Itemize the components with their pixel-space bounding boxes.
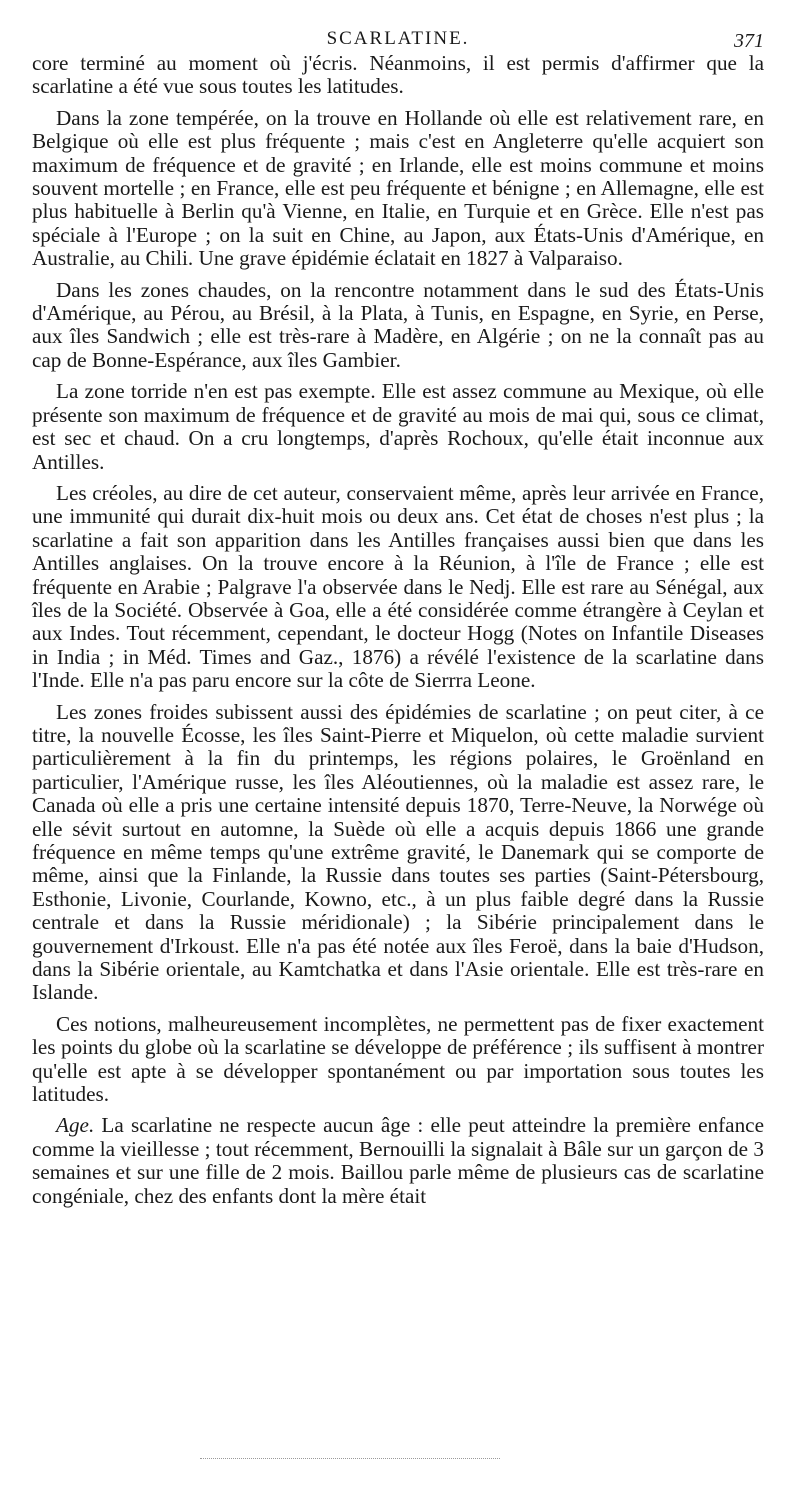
paragraph-notions: Ces notions, malheureusement incomplètes, ne permettent pas de fixer exactement les points du globe où la scarlatine se développe de préférence ; ils suffisent à montrer qu'elle est apte à se développer spontanément ou par importation sous toutes les latitudes. bbox=[32, 1011, 764, 1107]
text-body bbox=[32, 52, 764, 1208]
paragraph-temperate-zone: Dans la zone tempérée, on la trouve en Hollande où elle est relativement rare, en Belgique où elle est plus fréquente ; mais c'est en Angleterre qu'elle acquiert son maximum de fréquence et de gravité ; en Irlande, elle est moins commune et moins souvent mortelle ; en France, elle est peu fréquente et bénigne ; en Allemagne, elle est plus habituelle à Berlin qu'à Vienne, en Italie, en Turquie et en Grèce. Elle n'est pas spéciale à l'Europe ; on la suit en Chine, au Japon, aux États-Unis d'Amérique, en Australie, au Chili. Une grave épidémie éclatait en 1827 à Valparaiso. bbox=[32, 105, 764, 271]
page-number: 371 bbox=[734, 30, 764, 52]
footer-dotted-rule bbox=[200, 1458, 500, 1459]
page-header bbox=[32, 0, 764, 52]
paragraph-hot-zones: Dans les zones chaudes, on la rencontre notamment dans le sud des États-Unis d'Amérique, au Pérou, au Brésil, à la Plata, à Tunis, en Espagne, en Syrie, en Perse, aux îles Sandwich ; elle est très-rare à Madère, en Algérie ; on ne la connaît pas au cap de Bonne-Espérance, aux îles Gambier. bbox=[32, 277, 764, 372]
paragraph-continuation: core terminé au moment où j'écris. Néanmoins, il est permis d'affirmer que la scarlatine a été vue sous toutes les latitudes. bbox=[32, 51, 764, 99]
paragraph-age-text: La scarlatine ne respecte aucun âge : elle peut atteindre la première enfance comme la vieillesse ; tout récemment, Bernouilli la signalait à Bâle sur un garçon de 3 semaines et sur une fille de 2 mois. Baillou parle même de plusieurs cas de scarlatine congéniale, chez des enfants dont la mère était bbox=[32, 1113, 764, 1208]
running-title: SCARLATINE. bbox=[326, 28, 470, 49]
section-lead-age: Age. bbox=[56, 1113, 95, 1138]
paragraph-cold-zones: Les zones froides subissent aussi des épidémies de scarlatine ; on peut citer, à ce titre, la nouvelle Écosse, les îles Saint-Pierre et Miquelon, où cette maladie survient particulièrement à la fin du printemps, les régions polaires, le Groënland en particulier, l'Amérique russe, les îles Aléoutiennes, où la maladie est assez rare, le Canada où elle a pris une certaine intensité depuis 1870, Terre-Neuve, la Norwége où elle sévit surtout en automne, la Suède où elle a acquis depuis 1866 une grande fréquence en même temps qu'une extrême gravité, le Danemark qui se comporte de même, ainsi que la Finlande, la Russie dans toutes ses parties (Saint-Pétersbourg, Esthonie, Livonie, Courlande, Kowno, etc., à un plus faible degré dans la Russie centrale et dans la Russie méridionale) ; la Sibérie principalement dans le gouvernement d'Irkoust. Elle n'a pas été notée aux îles Feroë, dans la baie d'Hudson, dans la Sibérie orientale, au Kamtchatka et dans l'Asie orientale. Elle est très-rare en Islande. bbox=[32, 699, 764, 1005]
paragraph-creoles: Les créoles, au dire de cet auteur, conservaient même, après leur arrivée en France, une immunité qui durait dix-huit mois ou deux ans. Cet état de choses n'est plus ; la scarlatine a fait son apparition dans les Antilles françaises aussi bien que dans les Antilles anglaises. On la trouve encore à la Réunion, à l'île de France ; elle est fréquente en Arabie ; Palgrave l'a observée dans le Nedj. Elle est rare au Sénégal, aux îles de la Société. Observée à Goa, elle a été considérée comme étrangère à Ceylan et aux Indes. Tout récemment, cependant, le docteur Hogg (Notes on Infantile Diseases in India ; in Méd. Times and Gaz., 1876) a révélé l'existence de la scarlatine dans l'Inde. Elle n'a pas paru encore sur la côte de Sierrra Leone. bbox=[32, 480, 764, 693]
paragraph-torrid-zone: La zone torride n'en est pas exempte. Elle est assez commune au Mexique, où elle présente son maximum de fréquence et de gravité au mois de mai qui, sous ce climat, est sec et chaud. On a cru longtemps, d'après Rochoux, qu'elle était inconnue aux Antilles. bbox=[32, 379, 764, 474]
paragraph-age bbox=[32, 1114, 764, 1208]
